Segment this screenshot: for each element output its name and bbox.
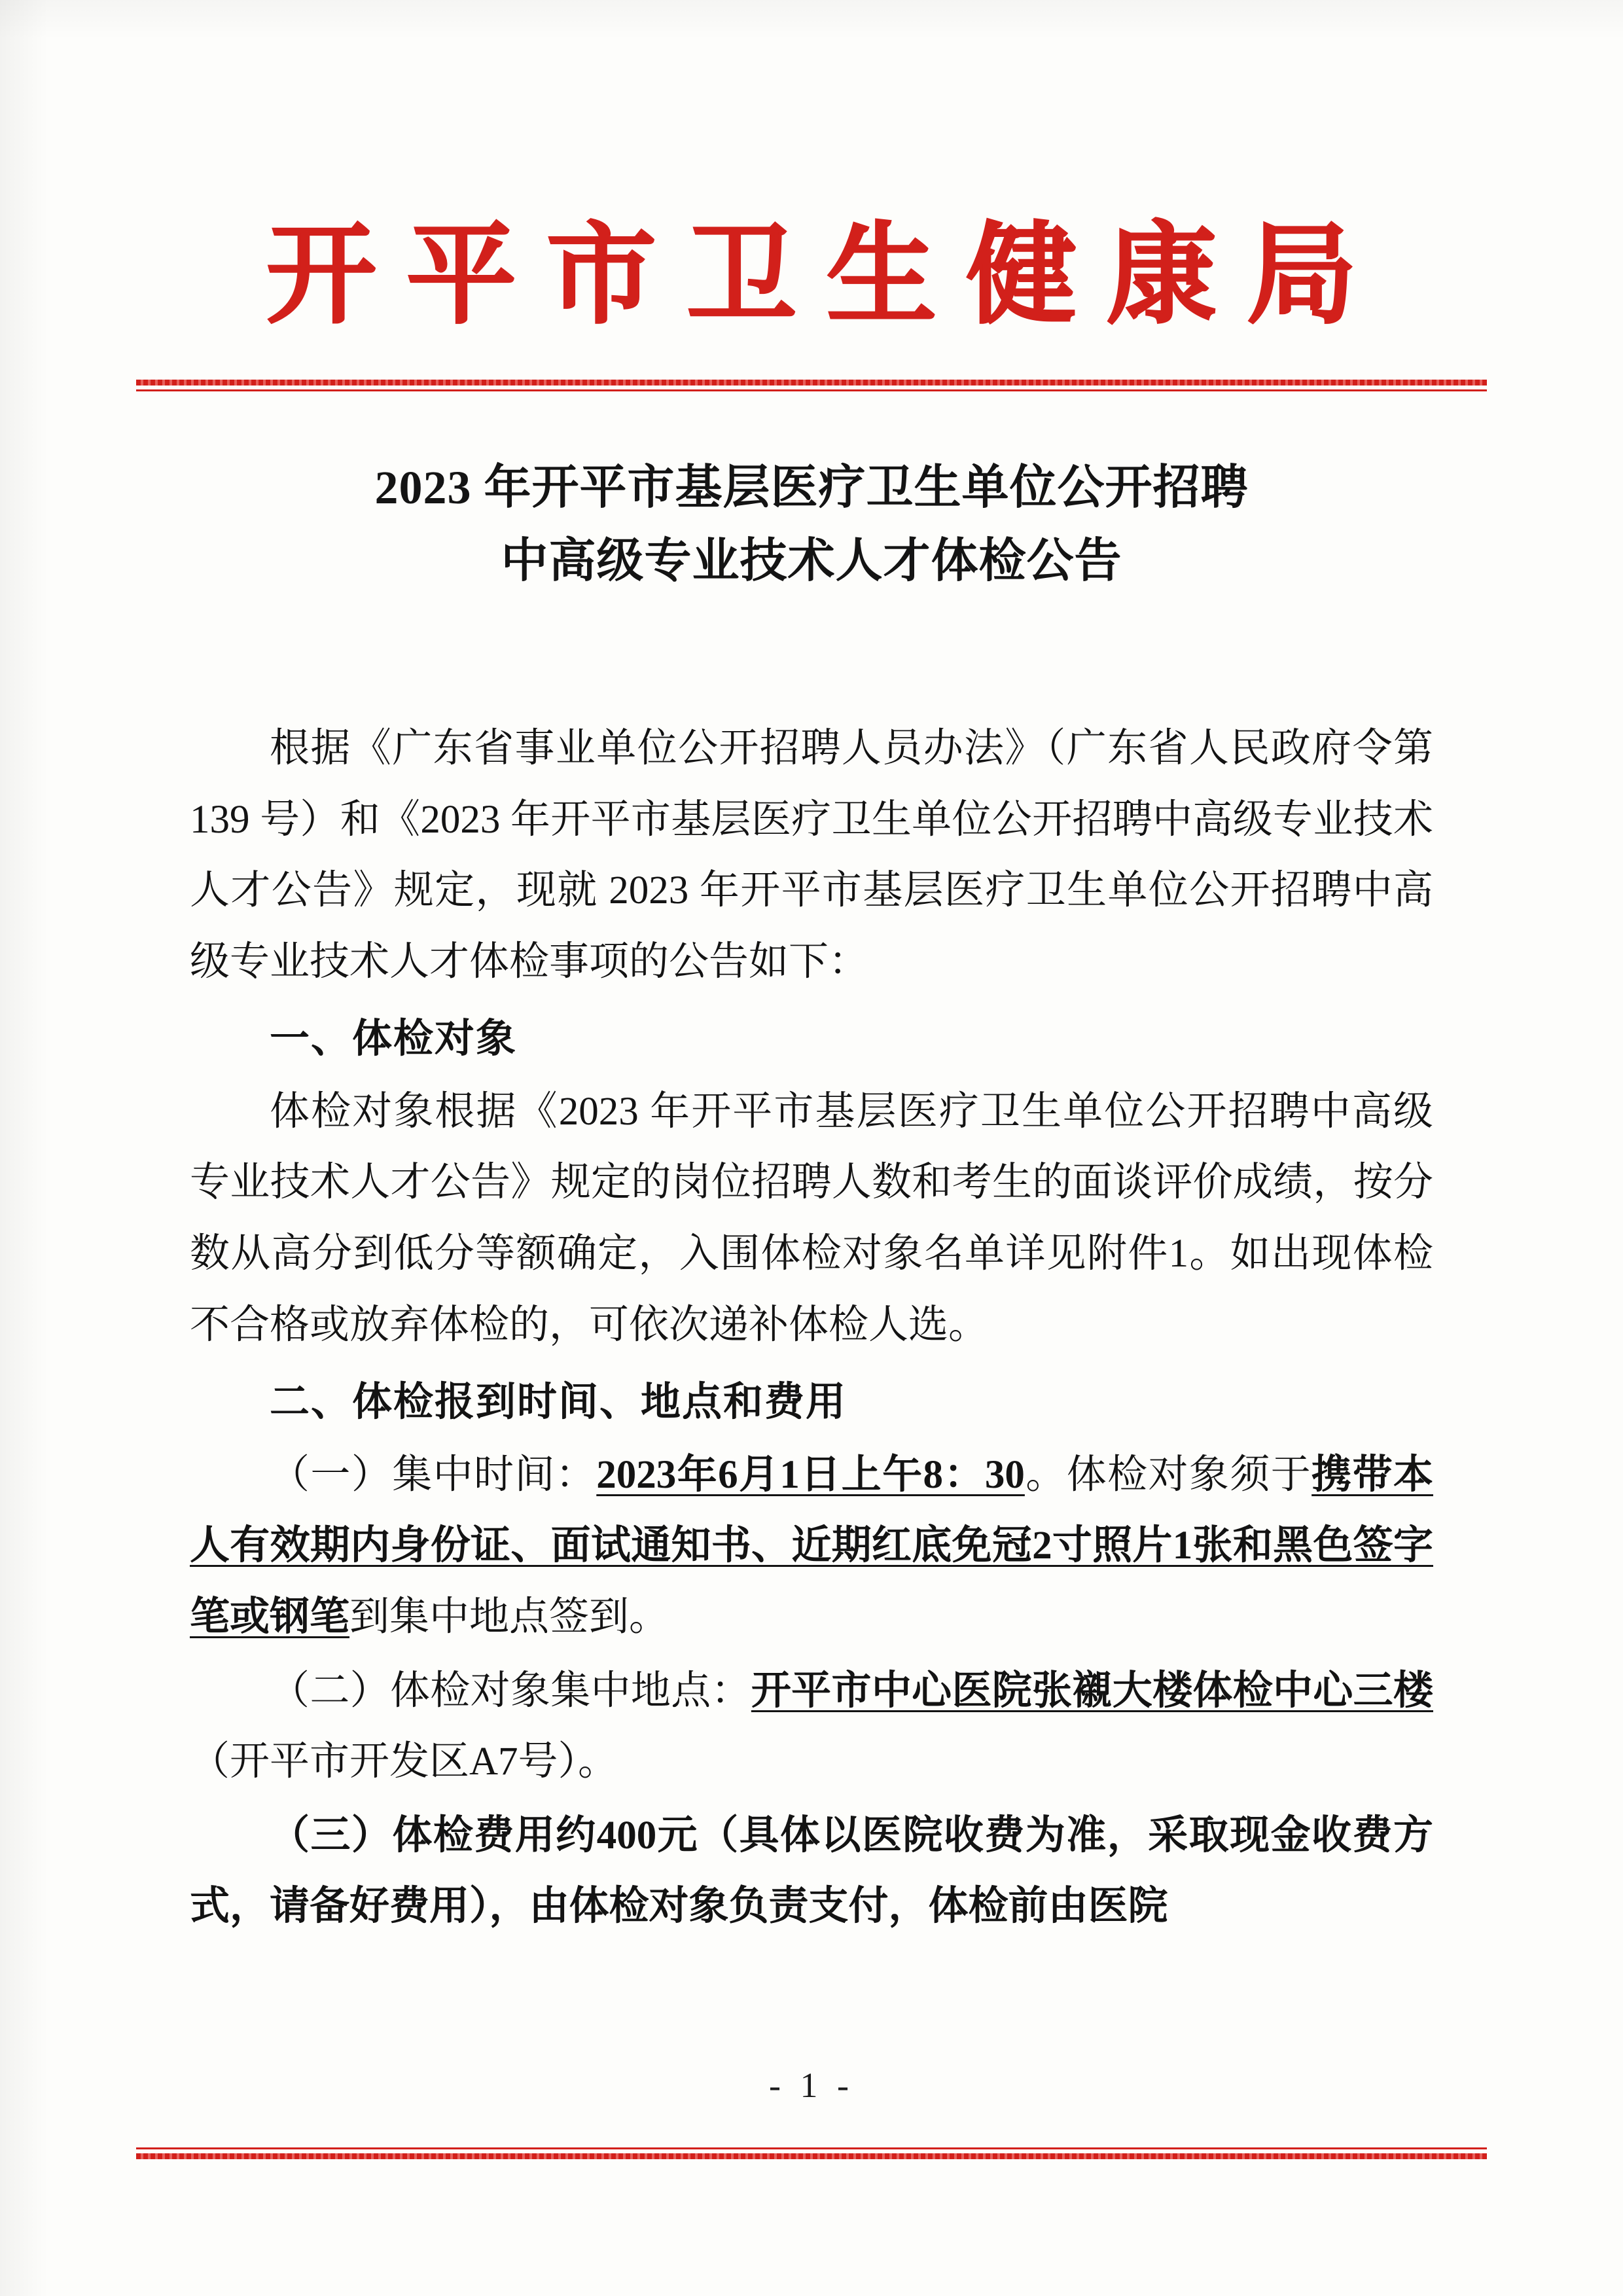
- page-title: [0, 452, 1623, 598]
- item-1-prefix: （一）集中时间：: [270, 1452, 597, 1497]
- scan-edge-shadow-left: [0, 0, 48, 2296]
- letterhead-divider-top: [136, 380, 1487, 391]
- item-2-underlined-location: 开平市中心医院张襯大楼体检中心三楼: [751, 1668, 1433, 1713]
- footer-divider-thin-line: [136, 2147, 1487, 2149]
- item-1-underlined-time: 2023年6月1日上午8：30: [596, 1452, 1025, 1497]
- letterhead: [0, 216, 1623, 337]
- section-2-item-1: [190, 1440, 1433, 1653]
- scan-edge-shadow-top: [0, 0, 1623, 39]
- page-title-line-2: 中高级专业技术人才体检公告: [501, 534, 1122, 587]
- section-2-item-3: （三）体检费用约400元（具体以医院收费为准，采取现金收费方式，请备好费用），由体检对象负责支付，体检前由医院: [190, 1813, 1433, 1929]
- item-1-middle: 。体检对象须于: [1024, 1452, 1312, 1497]
- section-2-item-2: [190, 1656, 1433, 1798]
- letterhead-organization: 开平市卫生健康局: [266, 215, 1387, 337]
- item-2-suffix: （开平市开发区A7号）。: [190, 1740, 618, 1784]
- divider-thin-line: [136, 389, 1487, 391]
- section-2-heading: 二、体检报到时间、地点和费用: [270, 1380, 847, 1425]
- intro-paragraph: 根据《广东省事业单位公开招聘人员办法》（广东省人民政府令第 139 号）和《2023 年开平市基层医疗卫生单位公开招聘中高级专业技术人才公告》规定，现就 2023 年开平市基层医疗卫生单位公开招聘中高级专业技术人才体检事项的公告如下：: [190, 726, 1433, 984]
- document-body: [190, 713, 1433, 1945]
- item-1-underlined-requirements: 携带本人有效期内身份证、面试通知书、近期红底免冠2寸照片1张和黑色签字笔或钢笔: [190, 1452, 1433, 1639]
- item-1-suffix: 到集中地点签到。: [349, 1594, 669, 1639]
- item-2-prefix: （二）体检对象集中地点：: [270, 1668, 751, 1713]
- footer-divider-thick-line: [136, 2153, 1487, 2159]
- section-1-paragraph: 体检对象根据《2023 年开平市基层医疗卫生单位公开招聘中高级专业技术人才公告》规定的岗位招聘人数和考生的面谈评价成绩，按分数从高分到低分等额确定，入围体检对象名单详见附件1。如出现体检不合格或放弃体检的，可依次递补体检人选。: [190, 1089, 1433, 1347]
- footer-divider: [136, 2144, 1487, 2159]
- page-number: - 1 -: [769, 2066, 854, 2105]
- section-1-heading: 一、体检对象: [270, 1017, 518, 1062]
- divider-thick-line: [136, 380, 1487, 386]
- page-title-line-1: 2023 年开平市基层医疗卫生单位公开招聘: [374, 461, 1249, 514]
